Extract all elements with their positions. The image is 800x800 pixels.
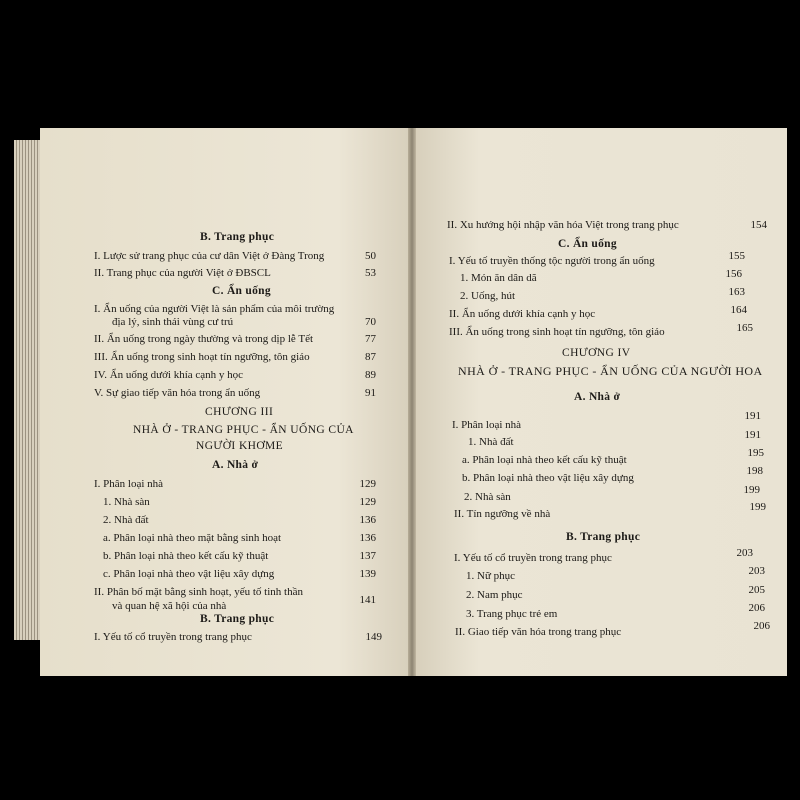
toc-page-number: 89 bbox=[365, 369, 376, 381]
toc-entry: I. Phân loại nhà bbox=[452, 419, 522, 431]
toc-entry: II. Xu hướng hội nhập văn hóa Việt trong trang phục bbox=[447, 219, 679, 231]
toc-page-number: 154 bbox=[750, 219, 767, 231]
section-heading: B. Trang phục bbox=[200, 231, 275, 243]
toc-page-number: 163 bbox=[728, 286, 745, 298]
section-heading: A. Nhà ở bbox=[212, 459, 259, 471]
toc-page-number: 53 bbox=[365, 267, 376, 279]
section-heading: C. Ẩn uống bbox=[212, 285, 271, 297]
toc-entry: 2. Nam phục bbox=[466, 589, 523, 601]
toc-entry: 1. Nữ phục bbox=[466, 570, 516, 582]
toc-entry: II. Phân bố mặt bằng sinh hoạt, yếu tố tinh thần bbox=[94, 586, 303, 598]
toc-page-number: 203 bbox=[736, 547, 753, 559]
toc-page-number: 199 bbox=[743, 484, 760, 496]
toc-page-number: 91 bbox=[365, 387, 376, 399]
toc-page-number: 199 bbox=[749, 501, 766, 513]
chapter-title-continued: NGƯỜI KHƠME bbox=[196, 440, 284, 452]
section-heading: C. Ẩn uống bbox=[558, 238, 617, 250]
toc-entry: II. Giao tiếp văn hóa trong trang phục bbox=[455, 626, 622, 638]
toc-page-number: 191 bbox=[744, 410, 761, 422]
toc-entry: I. Yếu tố cổ truyền trong trang phục bbox=[94, 631, 252, 643]
toc-page-number: 195 bbox=[747, 447, 764, 459]
toc-entry: V. Sự giao tiếp văn hóa trong ẩn uống bbox=[94, 387, 261, 399]
toc-entry: I. Yếu tố truyền thống tộc người trong ẩn uống bbox=[449, 255, 655, 267]
toc-entry: b. Phân loại nhà theo vật liệu xây dựng bbox=[462, 472, 634, 484]
toc-entry: II. Trang phục của người Việt ở ĐBSCL bbox=[94, 267, 271, 279]
section-heading: A. Nhà ở bbox=[574, 391, 621, 403]
toc-page-number: 203 bbox=[748, 565, 765, 577]
section-heading: B. Trang phục bbox=[200, 613, 275, 625]
chapter-title: NHÀ Ở - TRANG PHỤC - ẨN UỐNG CỦA bbox=[133, 424, 354, 436]
section-heading: B. Trang phục bbox=[566, 531, 641, 543]
toc-page-number: 141 bbox=[359, 594, 376, 606]
chapter-number: CHƯƠNG IV bbox=[562, 347, 631, 359]
toc-entry: a. Phân loại nhà theo mặt bằng sinh hoạt bbox=[103, 532, 282, 544]
toc-page-number: 87 bbox=[365, 351, 376, 363]
toc-entry: 2. Nhà sàn bbox=[464, 491, 511, 503]
toc-page-number: 136 bbox=[359, 532, 376, 544]
toc-entry-continued: và quan hệ xã hội của nhà bbox=[112, 600, 227, 612]
toc-page-number: 70 bbox=[365, 316, 376, 328]
toc-entry: III. Ẩn uống trong sinh hoạt tín ngưỡng, tôn giáo bbox=[449, 326, 665, 338]
toc-entry: 3. Trang phục trẻ em bbox=[466, 608, 558, 620]
toc-entry: 2. Nhà đất bbox=[103, 514, 149, 526]
toc-entry: 1. Nhà sàn bbox=[103, 496, 150, 508]
toc-page-number: 155 bbox=[728, 250, 745, 262]
toc-page-number: 136 bbox=[359, 514, 376, 526]
toc-entry: II. Ẩn uống dưới khía cạnh y học bbox=[449, 308, 596, 320]
toc-page-number: 149 bbox=[365, 631, 382, 643]
toc-entry: 1. Món ăn dân dã bbox=[460, 272, 537, 284]
toc-entry: II. Tín ngưỡng về nhà bbox=[454, 508, 551, 520]
toc-entry: 1. Nhà đất bbox=[468, 436, 514, 448]
toc-entry: I. Lược sử trang phục của cư dân Việt ở Đàng Trong bbox=[94, 250, 325, 262]
toc-entry: 2. Uống, hút bbox=[460, 290, 515, 302]
book-gutter bbox=[408, 128, 416, 676]
toc-page-number: 139 bbox=[359, 568, 376, 580]
toc-entry: a. Phân loại nhà theo kết cấu kỹ thuật bbox=[462, 454, 627, 466]
toc-page-number: 191 bbox=[744, 429, 761, 441]
toc-entry: c. Phân loại nhà theo vật liệu xây dựng bbox=[103, 568, 275, 580]
toc-page-number: 206 bbox=[753, 620, 770, 632]
toc-page-number: 137 bbox=[359, 550, 376, 562]
toc-page-number: 129 bbox=[359, 496, 376, 508]
toc-page-number: 165 bbox=[736, 322, 753, 334]
toc-page-number: 129 bbox=[359, 478, 376, 490]
toc-page-number: 164 bbox=[730, 304, 747, 316]
toc-page-number: 77 bbox=[365, 333, 376, 345]
toc-entry: IV. Ẩn uống dưới khía cạnh y học bbox=[94, 369, 244, 381]
toc-page-number: 50 bbox=[365, 250, 376, 262]
toc-entry-continued: địa lý, sinh thái vùng cư trú bbox=[112, 316, 234, 328]
toc-page-number: 206 bbox=[748, 602, 765, 614]
toc-entry: III. Ẩn uống trong sinh hoạt tín ngưỡng, tôn giáo bbox=[94, 351, 310, 363]
toc-entry: b. Phân loại nhà theo kết cấu kỹ thuật bbox=[103, 550, 269, 562]
toc-entry: II. Ẩn uống trong ngày thường và trong dịp lễ Tết bbox=[94, 333, 314, 345]
toc-entry: I. Phân loại nhà bbox=[94, 478, 164, 490]
toc-page-number: 198 bbox=[746, 465, 763, 477]
chapter-number: CHƯƠNG III bbox=[205, 406, 274, 418]
toc-entry: I. Yếu tố cổ truyền trong trang phục bbox=[454, 552, 612, 564]
toc-page-number: 156 bbox=[725, 268, 742, 280]
chapter-title: NHÀ Ở - TRANG PHỤC - ẨN UỐNG CỦA NGƯỜI HOA bbox=[458, 364, 763, 378]
toc-entry: I. Ẩn uống của người Việt là sản phẩm của môi trường bbox=[94, 303, 335, 315]
toc-page-number: 205 bbox=[748, 584, 765, 596]
